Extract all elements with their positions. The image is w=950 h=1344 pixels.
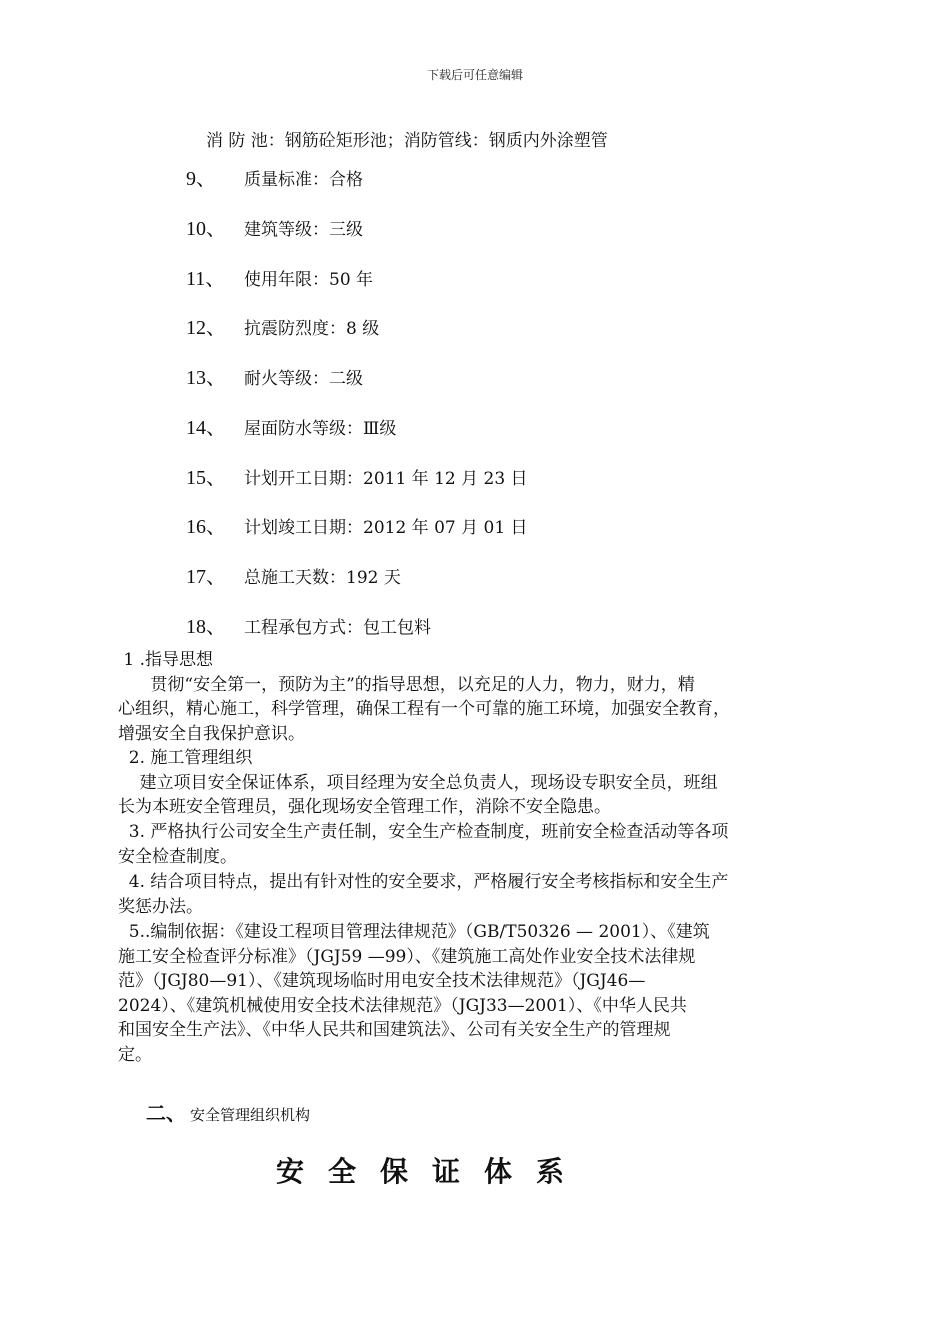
item-number: 10、 (186, 218, 226, 240)
item-text: 质量标准：合格 (244, 170, 363, 190)
item-text: 工程承包方式：包工包料 (244, 618, 431, 638)
list-item (186, 510, 528, 536)
paragraph-line: 5..编制依据：《建设工程项目管理法律规范》（GB/T50326 — 2001）、《建筑 (118, 922, 710, 942)
section-heading: 1 .指导思想 (118, 650, 214, 670)
list-item (186, 262, 373, 288)
paragraph-line: 长为本班安全管理员，强化现场安全管理工作，消除不安全隐患。 (118, 797, 611, 817)
section-guiding-ideology (118, 648, 818, 746)
section-project-requirements (118, 870, 818, 919)
list-item (186, 311, 379, 337)
list-item (186, 560, 401, 586)
fire-facilities-line: 消 防 池：钢筋砼矩形池；消防管线：钢质内外涂塑管 (206, 131, 608, 151)
paragraph-line: 建立项目安全保证体系，项目经理为安全总负责人，现场设专职安全员，班组 (118, 772, 718, 793)
paragraph-line: 2024）、《建筑机械使用安全技术法律规范》（JGJ33—2001）、《中华人民共 (118, 995, 687, 1016)
item-number: 11、 (186, 268, 226, 290)
item-number: 16、 (186, 516, 226, 538)
paragraph-line: 范》（JGJ80—91）、《建筑现场临时用电安全技术法律规范》（JGJ46— (118, 971, 646, 991)
section-heading: 2. 施工管理组织 (118, 748, 253, 768)
list-item (186, 610, 431, 636)
paragraph-line: 和国安全生产法》、《中华人民共和国建筑法》、公司有关安全生产的管理规 (118, 1020, 671, 1040)
item-number: 18、 (186, 616, 226, 638)
item-text: 计划开工日期：2011 年 12 月 23 日 (244, 469, 528, 489)
section-construction-management (118, 746, 818, 820)
list-item (186, 212, 363, 238)
paragraph-line: 3. 严格执行公司安全生产责任制，安全生产检查制度，班前安全检查活动等各项 (118, 822, 729, 842)
safety-system-title: 安全保证体系 (276, 1155, 589, 1188)
section-safety-responsibility (118, 820, 818, 869)
paragraph-line: 安全检查制度。 (118, 846, 237, 867)
paragraph-line: 心组织，精心施工，科学管理，确保工程有一个可靠的施工环境，加强安全教育， (118, 699, 730, 719)
section-compilation-basis (118, 920, 833, 1067)
item-number: 9、 (186, 168, 216, 190)
item-text: 耐火等级：二级 (244, 369, 363, 389)
paragraph-line: 贯彻“安全第一，预防为主”的指导思想，以充足的人力，物力，财力，精 (118, 674, 695, 695)
list-item (186, 361, 363, 387)
item-number: 12、 (186, 317, 226, 339)
paragraph-line: 4. 结合项目特点，提出有针对性的安全要求，严格履行安全考核指标和安全生产 (118, 872, 729, 892)
list-item (186, 162, 363, 188)
header-note: 下载后可任意编辑 (426, 68, 523, 82)
paragraph-line: 施工安全检查评分标准》（JGJ59 —99）、《建筑施工高处作业安全技术法律规 (118, 946, 696, 967)
item-number: 14、 (186, 417, 226, 439)
item-number: 15、 (186, 467, 226, 489)
paragraph-line: 奖惩办法。 (118, 896, 203, 917)
section-number: 二、 (146, 1101, 186, 1125)
item-number: 13、 (186, 367, 226, 389)
list-item (186, 411, 396, 437)
item-text: 抗震防烈度：8 级 (244, 319, 380, 339)
section-two-heading (146, 1097, 310, 1126)
paragraph-line: 定。 (118, 1044, 152, 1065)
item-text: 使用年限：50 年 (244, 270, 374, 290)
item-number: 17、 (186, 566, 226, 588)
section-title: 安全管理组织机构 (190, 1106, 311, 1124)
item-text: 建筑等级：三级 (244, 220, 363, 240)
item-text: 计划竣工日期：2012 年 07 月 01 日 (244, 518, 528, 538)
list-item (186, 461, 528, 487)
item-text: 屋面防水等级：Ⅲ级 (244, 419, 397, 439)
item-text: 总施工天数：192 天 (244, 568, 401, 588)
paragraph-line: 增强安全自我保护意识。 (118, 723, 305, 744)
